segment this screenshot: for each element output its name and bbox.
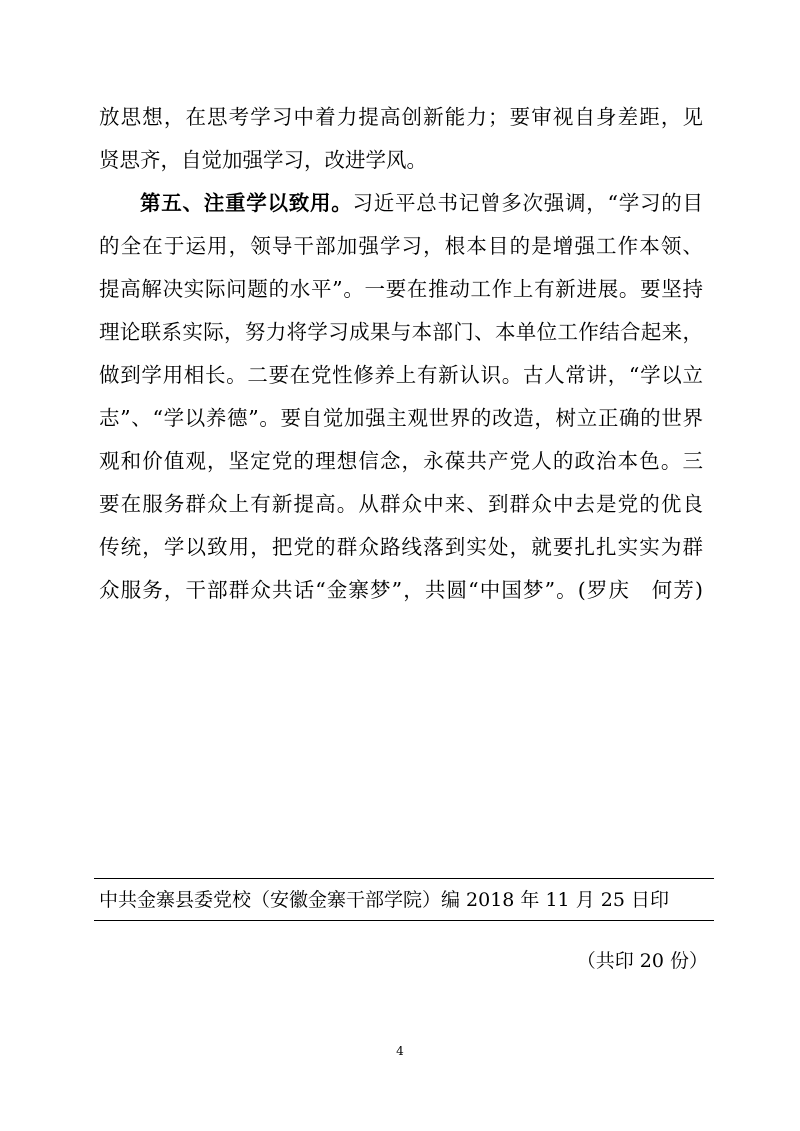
body-line: 提高解决实际问题的水平”。一要在推动工作上有新进展。要坚持	[99, 277, 703, 301]
body-line: 的全在于运用，领导干部加强学习，根本目的是增强工作本领、	[99, 234, 703, 258]
body-line: 做到学用相长。二要在党性修养上有新认识。古人常讲，“学以立	[99, 363, 703, 387]
body-line: 要在服务群众上有新提高。从群众中来、到群众中去是党的优良	[99, 492, 703, 516]
footer-bottom-rule	[94, 920, 714, 921]
publisher-line: 中共金寨县委党校（安徽金寨干部学院）编 2018 年 11 月 25 日印	[99, 889, 669, 911]
section-heading: 第五、注重学以致用。	[140, 191, 353, 215]
body-line: 放思想，在思考学习中着力提高创新能力；要审视自身差距，见	[99, 105, 703, 129]
body-text: 习近平总书记曾多次强调，“学习的目	[352, 191, 704, 215]
footer-top-rule	[94, 878, 714, 879]
body-line: 观和价值观，坚定党的理想信念，永葆共产党人的政治本色。三	[99, 449, 703, 473]
body-line: 贤思齐，自觉加强学习，改进学风。	[99, 148, 427, 172]
body-line: 传统，学以致用，把党的群众路线落到实处，就要扎扎实实为群	[99, 535, 703, 559]
page-number: 4	[396, 1044, 404, 1058]
body-line: 理论联系实际，努力将学习成果与本部门、本单位工作结合起来，	[99, 320, 703, 344]
print-copies: （共印 20 份）	[576, 950, 708, 972]
body-line: 志”、“学以养德”。要自觉加强主观世界的改造，树立正确的世界	[99, 406, 703, 430]
body-line: 众服务，干部群众共话“金寨梦”，共圆“中国梦”。(罗庆 何芳)	[99, 578, 703, 602]
paragraph-first-line	[140, 189, 703, 217]
